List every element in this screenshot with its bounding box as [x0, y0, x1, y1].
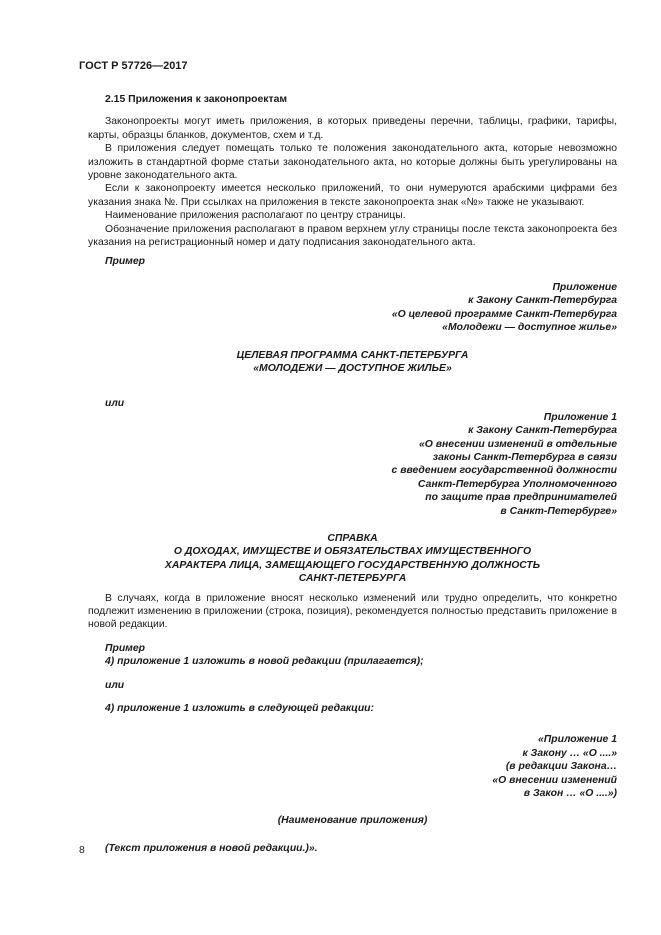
paragraph: В случаях, когда в приложение вносят несколько изменений или трудно определить, что конкретно подлежит изменению в приложении (строка, позиция), рекомендуется полностью представить приложение в новой редакции. — [88, 592, 617, 631]
paragraph: В приложения следует помещать только те положения законодательного акта, которые невозможно изложить в стандартной форме статьи законодательного акта, но которые должны быть урегулированы на уровне законодательного акта. — [88, 143, 617, 182]
section-title: 2.15 Приложения к законопроектам — [105, 94, 288, 105]
example-label: Пример — [105, 256, 145, 268]
attachment-name: (Наименование приложения) — [277, 815, 428, 827]
paragraph: Законопроекты могут иметь приложения, в которых приведены перечни, таблицы, графики, тарифы, карты, образцы бланков, документов, схем и т.д. — [88, 116, 617, 141]
paragraph: Обозначение приложения располагают в правом верхнем углу страницы после текста законопроекта без указания на регистрационный номер и дату подписания законодательного акта. — [88, 223, 617, 249]
attachment-title: ЦЕЛЕВАЯ ПРОГРАММА САНКТ-ПЕТЕРБУРГА «МОЛОДЕЖИ — ДОСТУПНОЕ ЖИЛЬЕ» — [236, 349, 469, 374]
document-header: ГОСТ Р 57726—2017 — [79, 60, 188, 72]
attachment-designation: Приложение к Закону Санкт-Петербурга «О целевой программе Санкт-Петербурга «Молодежи — доступное жилье» — [391, 281, 617, 334]
attachment-designation: «Приложение 1 к Закону … «О ....» (в редакции Закона… «О внесении изменений в Закон … «О ....») — [492, 734, 617, 800]
paragraph: Если к законопроекту имеется несколько приложений, то они нумеруются арабскими цифрами без указания знака №. При ссылках на приложения в тексте законопроекта знак «№» также не указывают. — [88, 183, 617, 208]
attachment-text: (Текст приложения в новой редакции.)». — [105, 842, 318, 854]
example-line: 4) приложение 1 изложить в новой редакции (прилагается); — [105, 656, 424, 668]
document-body — [88, 93, 617, 855]
paragraph: Наименование приложения располагают по центру страницы. — [105, 210, 406, 222]
attachment-title: СПРАВКА О ДОХОДАХ, ИМУЩЕСТВЕ И ОБЯЗАТЕЛЬСТВАХ ИМУЩЕСТВЕННОГО ХАРАКТЕРА ЛИЦА, ЗАМЕЩАЮЩЕГО ГОСУДАРСТВЕННУЮ ДОЛЖНОСТЬ САНКТ-ПЕТЕРБУРГА — [164, 532, 541, 585]
page-number: 8 — [79, 845, 85, 856]
or-label: или — [105, 398, 125, 410]
or-label: или — [105, 679, 125, 691]
attachment-designation: Приложение 1 к Закону Санкт-Петербурга «О внесении изменений в отдельные законы Санкт-Петербурга в связи с введением государственной должности Санкт-Петербурга Уполномоченного по защите прав предпринимателей в Санкт-Петербурге» — [391, 411, 617, 517]
example-label: Пример — [105, 642, 145, 654]
example-line: 4) приложение 1 изложить в следующей редакции: — [105, 703, 374, 715]
